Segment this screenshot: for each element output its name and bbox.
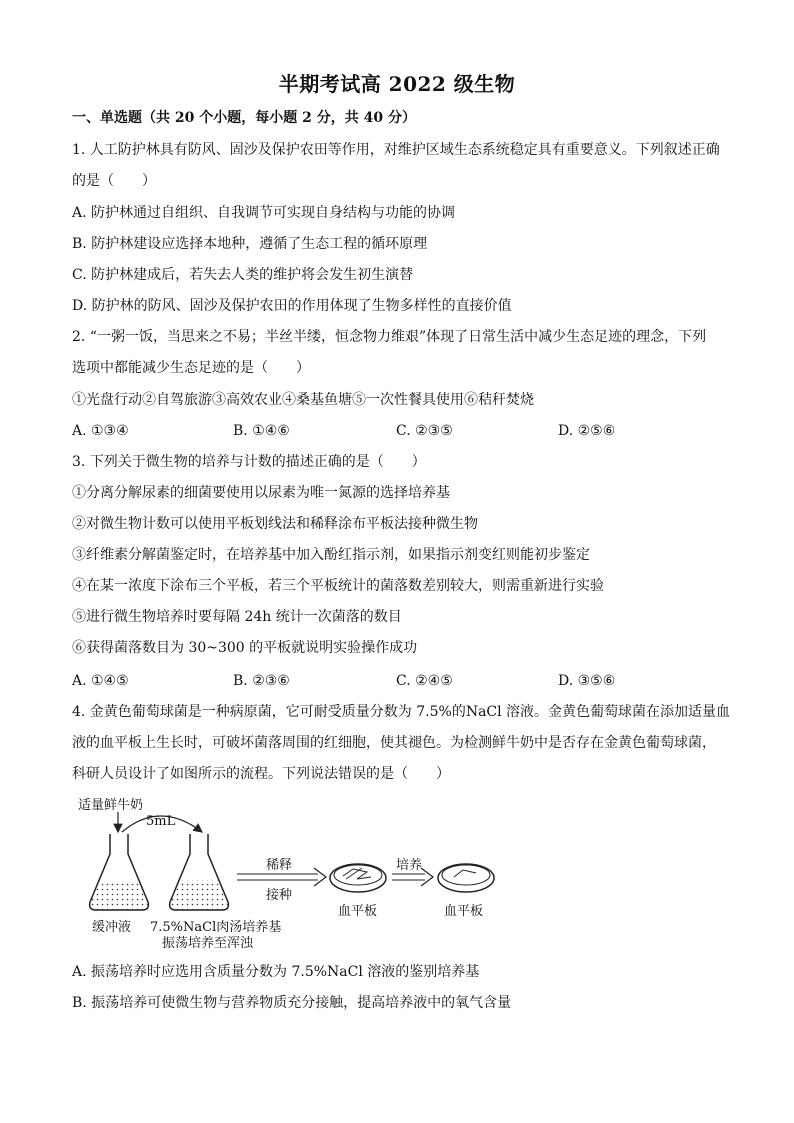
q1-option-a: A. 防护林通过自组织、自我调节可实现自身结构与功能的协调	[72, 205, 456, 221]
q4-flow-diagram	[70, 792, 510, 952]
q2-option-d: D. ②⑤⑥	[558, 423, 616, 439]
page-title: 半期考试高 2022 级生物	[278, 72, 516, 96]
q3-option-b: B. ②③⑥	[233, 673, 290, 689]
dilute-label: 稀释	[266, 858, 293, 873]
q3-statement-2: ②对微生物计数可以使用平板划线法和稀释涂布平板法接种微生物	[72, 516, 478, 532]
milk-label: 适量鲜牛奶	[78, 798, 144, 813]
broth-label-line1: 7.5%NaCl肉汤培养基	[150, 920, 282, 935]
q2-option-b: B. ①④⑥	[233, 423, 290, 439]
q4-option-b: B. 振荡培养可使微生物与营养物质充分接触，提高培养液中的氧气含量	[72, 995, 512, 1011]
q2-stem-line2: 选项中都能减少生态足迹的是（ ）	[72, 360, 310, 376]
volume-label: 5mL	[146, 814, 176, 829]
q1-stem-line2: 的是（ ）	[72, 173, 156, 189]
q3-statement-6: ⑥获得菌落数目为 30~300 的平板就说明实验操作成功	[72, 640, 418, 656]
q3-statement-1: ①分离分解尿素的细菌要使用以尿素为唯一氮源的选择培养基	[72, 485, 450, 501]
plate2-label: 血平板	[444, 904, 484, 919]
q2-items: ①光盘行动②自驾旅游③高效农业④桑基鱼塘⑤一次性餐具使用⑥秸秆焚烧	[72, 392, 534, 408]
buffer-flask-icon	[90, 834, 149, 910]
q4-option-a: A. 振荡培养时应选用含质量分数为 7.5%NaCl 溶液的鉴别培养基	[72, 964, 480, 980]
blood-plate-icon-1	[330, 864, 386, 892]
q4-stem-line1: 4. 金黄色葡萄球菌是一种病原菌，它可耐受质量分数为 7.5%的NaCl 溶液。金黄色葡萄球菌在添加适量血	[72, 704, 731, 720]
q1-option-d: D. 防护林的防风、固沙及保护农田的作用体现了生物多样性的直接价值	[72, 298, 512, 314]
q3-stem: 3. 下列关于微生物的培养与计数的描述正确的是（ ）	[72, 454, 426, 470]
q3-statement-5: ⑤进行微生物培养时要每隔 24h 统计一次菌落的数目	[72, 609, 402, 625]
q1-option-c: C. 防护林建成后，若失去人类的维护将会发生初生演替	[72, 267, 414, 283]
culture-label: 培养	[396, 858, 423, 873]
q2-option-c: C. ②③⑤	[396, 423, 453, 439]
q2-option-a: A. ①③④	[72, 423, 129, 439]
broth-label-line2: 振荡培养至浑浊	[162, 936, 254, 951]
buffer-label: 缓冲液	[92, 920, 132, 935]
q3-statement-3: ③纤维素分解菌鉴定时，在培养基中加入酚红指示剂，如果指示剂变红则能初步鉴定	[72, 547, 590, 563]
q3-option-d: D. ③⑤⑥	[558, 673, 616, 689]
plate1-label: 血平板	[338, 904, 378, 919]
broth-flask-icon	[170, 834, 229, 910]
q1-stem-line1: 1. 人工防护林具有防风、固沙及保护农田等作用，对维护区域生态系统稳定具有重要意义。下列叙述正确	[72, 142, 720, 158]
q2-stem-line1: 2. “一粥一饭，当思来之不易；半丝半缕，恒念物力维艰”体现了日常生活中减少生态足迹的理念，下列	[72, 329, 707, 345]
q4-stem-line3: 科研人员设计了如图所示的流程。下列说法错误的是（ ）	[72, 766, 450, 782]
blood-plate-icon-2	[438, 864, 494, 892]
q3-statement-4: ④在某一浓度下涂布三个平板，若三个平板统计的菌落数差别较大，则需重新进行实验	[72, 578, 604, 594]
q3-option-c: C. ②④⑤	[396, 673, 453, 689]
q4-stem-line2: 液的血平板上生长时，可破坏菌落周围的红细胞，使其褪色。为检测鲜牛奶中是否存在金黄色葡萄球菌，	[72, 735, 716, 751]
inoculate-label: 接种	[266, 888, 293, 903]
section-heading: 一、单选题（共 20 个小题，每小题 2 分，共 40 分）	[72, 110, 416, 126]
q1-option-b: B. 防护林建设应选择本地种，遵循了生态工程的循环原理	[72, 236, 428, 252]
q3-option-a: A. ①④⑤	[72, 673, 129, 689]
